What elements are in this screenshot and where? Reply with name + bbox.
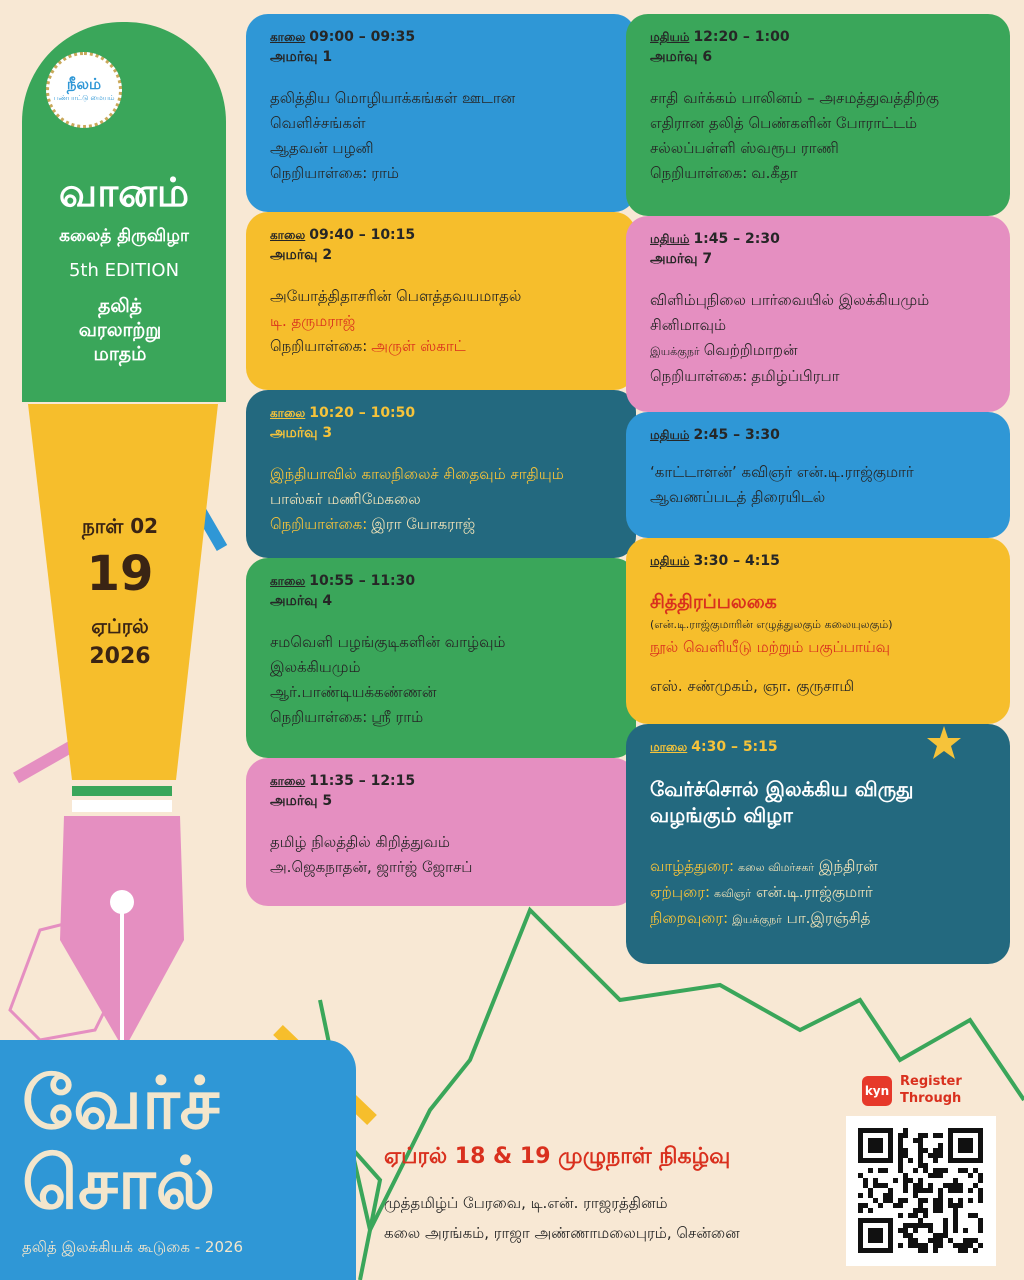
moderator-label: நெறியாள்கை: xyxy=(270,337,368,355)
session-card-1 xyxy=(246,14,636,212)
closing-label: நிறைவுரை: xyxy=(650,909,729,927)
venue-line-1: முத்தமிழ்ப் பேரவை, டி.என். ராஜரத்தினம் xyxy=(384,1194,668,1212)
moderator-label: நெறியாள்கை: xyxy=(270,164,368,182)
brand-title-line-2: சொல் xyxy=(22,1141,216,1225)
greeting-title: கலை விமர்சகர் xyxy=(738,861,815,874)
greeting-label: வாழ்த்துரை: xyxy=(650,857,735,875)
time-prefix: காலை xyxy=(270,774,306,788)
book-title: சித்திரப்பலகை xyxy=(650,591,777,613)
moderator-name: அருள் ஸ்காட் xyxy=(371,337,466,355)
book-subtitle: (என்.டி.ராஜ்குமாரின் எழுத்துலகும் கலையுலகும்) xyxy=(650,618,893,631)
logo-text: நீலம் xyxy=(66,75,102,93)
session-time: 10:55 – 11:30 xyxy=(309,573,416,589)
session-card-5 xyxy=(246,758,636,906)
session-time: 12:20 – 1:00 xyxy=(693,29,790,45)
venue-line-2: கலை அரங்கம், ராஜா அண்ணாமலைபுரம், சென்னை xyxy=(384,1224,740,1242)
register-text-2: Through xyxy=(900,1091,962,1106)
greeting-name: இந்திரன் xyxy=(818,857,878,875)
speaker-names: எஸ். சண்முகம், ஞா. குருசாமி xyxy=(650,677,855,695)
moderator-label: நெறியாள்கை: xyxy=(650,164,748,182)
session-time: 3:30 – 4:15 xyxy=(693,553,780,569)
moderator-label: நெறியாள்கை: xyxy=(650,367,748,385)
moderator-name: தமிழ்ப்பிரபா xyxy=(751,367,840,385)
date-month: ஏப்ரல் xyxy=(91,614,149,638)
session-time: 11:35 – 12:15 xyxy=(309,773,416,789)
session-time: 4:30 – 5:15 xyxy=(691,739,778,755)
screening-title: ‘காட்டாளன்’ கவிஞர் என்.டி.ராஜ்குமார் xyxy=(650,463,914,481)
moderator-name: வ.கீதா xyxy=(751,164,798,182)
acceptance-name: என்.டி.ராஜ்குமார் xyxy=(755,883,873,901)
session-slot: அமர்வு 6 xyxy=(650,49,713,65)
speaker-name: டி. தருமராஜ் xyxy=(270,312,356,330)
star-medal-icon xyxy=(924,722,964,772)
session-topic-cont: வெளிச்சங்கள் xyxy=(270,114,366,132)
launch-description: நூல் வெளியீடு மற்றும் பகுப்பாய்வு xyxy=(650,638,891,656)
event-headline: ஏப்ரல் 18 & 19 முழுநாள் நிகழ்வு xyxy=(384,1144,731,1169)
time-prefix: மதியம் xyxy=(650,30,690,44)
speaker-name: வெற்றிமாறன் xyxy=(703,341,798,359)
acceptance-label: ஏற்புரை: xyxy=(650,883,711,901)
moderator-label: நெறியாள்கை: xyxy=(270,515,368,533)
time-prefix: காலை xyxy=(270,574,306,588)
day-label: நாள் 02 xyxy=(81,514,159,538)
speaker-name: பாஸ்கர் மணிமேகலை xyxy=(270,490,421,508)
time-prefix: காலை xyxy=(270,30,306,44)
brand-panel xyxy=(0,1040,356,1280)
session-time: 09:40 – 10:15 xyxy=(309,227,416,243)
session-time: 10:20 – 10:50 xyxy=(309,405,416,421)
closing-title: இயக்குநர் xyxy=(732,913,782,926)
session-card-2 xyxy=(246,212,636,390)
session-topic: சாதி வர்க்கம் பாலினம் – அசமத்துவத்திற்கு xyxy=(650,89,940,107)
session-time: 2:45 – 3:30 xyxy=(693,427,780,443)
date-number: 19 xyxy=(86,546,154,602)
moderator-name: ராம் xyxy=(371,164,399,182)
festival-subtitle: கலைத் திருவிழா xyxy=(59,226,189,246)
award-heading-line-1: வேர்ச்சொல் இலக்கிய விருது xyxy=(650,777,914,801)
closing-name: பா.இரஞ்சித் xyxy=(786,909,871,927)
session-slot: அமர்வு 1 xyxy=(270,49,333,65)
date-year: 2026 xyxy=(89,644,151,669)
moderator-name: ஸ்ரீ ராம் xyxy=(371,708,424,726)
screening-subtitle: ஆவணப்படத் திரையிடல் xyxy=(650,488,826,506)
time-prefix: காலை xyxy=(270,228,306,242)
speaker-name: ஆர்.பாண்டியக்கண்ணன் xyxy=(270,683,437,701)
acceptance-title: கவிஞர் xyxy=(714,887,752,900)
session-slot: அமர்வு 7 xyxy=(650,251,713,267)
session-card-7 xyxy=(626,216,1010,412)
session-topic: தலித்திய மொழியாக்கங்கள் ஊடான xyxy=(270,89,516,107)
festival-title: வானம் xyxy=(58,170,190,216)
session-slot: அமர்வு 4 xyxy=(270,593,333,609)
session-card-3 xyxy=(246,390,636,558)
neelam-logo xyxy=(46,52,122,128)
time-prefix: மதியம் xyxy=(650,554,690,568)
qr-code-icon xyxy=(846,1116,996,1266)
session-card-screening xyxy=(626,412,1010,538)
time-prefix: காலை xyxy=(270,406,306,420)
session-topic: அயோத்திதாசரின் பௌத்தவயமாதல் xyxy=(270,287,522,305)
brand-tagline: தலித் இலக்கியக் கூடுகை - 2026 xyxy=(22,1238,244,1256)
speaker-title: இயக்குநர் xyxy=(650,345,700,358)
session-time: 1:45 – 2:30 xyxy=(693,231,780,247)
register-text-1: Register xyxy=(900,1074,962,1089)
registration-qr-code[interactable] xyxy=(846,1116,996,1266)
session-card-6 xyxy=(626,14,1010,216)
session-slot: அமர்வு 5 xyxy=(270,793,333,809)
session-topic-cont: இலக்கியமும் xyxy=(270,658,361,676)
session-topic: விளிம்புநிலை பார்வையில் இலக்கியமும் xyxy=(650,291,930,309)
session-topic: சமவெளி பழங்குடிகளின் வாழ்வும் xyxy=(270,633,506,651)
edition-label: 5th EDITION xyxy=(68,260,180,281)
time-prefix: மதியம் xyxy=(650,428,690,442)
register-logo[interactable]: kyn xyxy=(862,1076,892,1106)
session-topic: தமிழ் நிலத்தில் கிறித்துவம் xyxy=(270,833,450,851)
session-card-book-launch xyxy=(626,538,1010,724)
session-topic: இந்தியாவில் காலநிலைச் சிதைவும் சாதியும் xyxy=(270,465,564,483)
brand-title-line-1: வேர்ச் xyxy=(22,1061,220,1145)
session-slot: அமர்வு 3 xyxy=(270,425,333,441)
session-slot: அமர்வு 2 xyxy=(270,247,333,263)
session-time: 09:00 – 09:35 xyxy=(309,29,416,45)
session-topic-cont: சினிமாவும் xyxy=(650,316,727,334)
speaker-name: அ.ஜெகநாதன், ஜார்ஜ் ஜோசப் xyxy=(270,858,473,876)
session-topic-cont: எதிரான தலித் பெண்களின் போராட்டம் xyxy=(650,114,918,132)
moderator-label: நெறியாள்கை: xyxy=(270,708,368,726)
time-prefix: மாலை xyxy=(650,740,688,754)
session-card-4 xyxy=(246,558,636,758)
logo-subtext: பண்பாட்டு மையம் xyxy=(53,94,115,102)
speaker-name: ஆதவன் பழனி xyxy=(270,139,374,157)
speaker-name: சல்லப்பள்ளி ஸ்வரூப ராணி xyxy=(650,139,839,157)
month-label: தலித் வரலாற்று மாதம் xyxy=(78,295,162,365)
moderator-name: இரா யோகராஜ் xyxy=(371,515,476,533)
award-heading-line-2: வழங்கும் விழா xyxy=(650,803,793,827)
time-prefix: மதியம் xyxy=(650,232,690,246)
